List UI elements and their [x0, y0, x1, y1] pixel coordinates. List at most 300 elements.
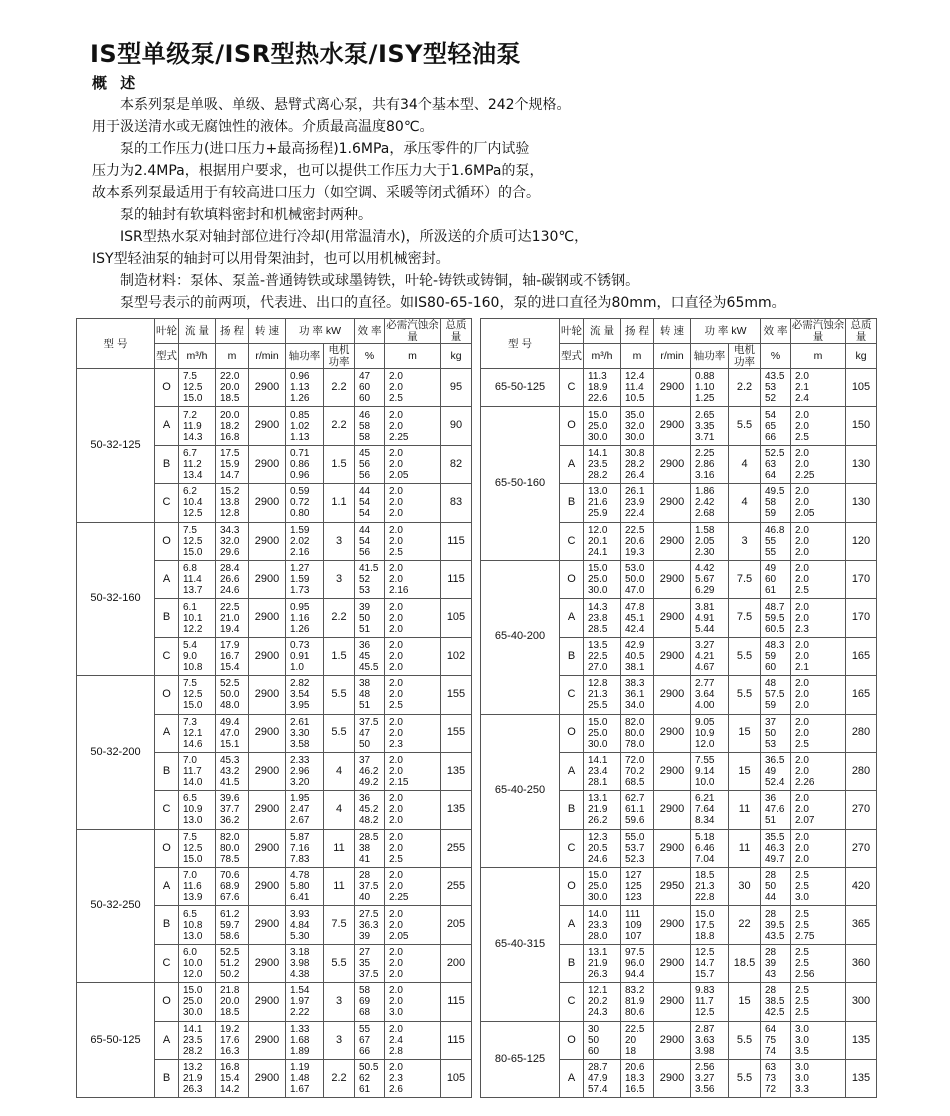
mass-cell: 102 — [441, 637, 472, 675]
shaft-power-cell-value: 2.22 — [290, 1007, 310, 1019]
speed-cell: 2900 — [654, 484, 691, 522]
head-cell-value: 30.0 — [625, 431, 645, 443]
mass-cell: 135 — [441, 791, 472, 829]
flow-cell-value: 15.0 — [183, 546, 203, 558]
col-mass: 总质量 — [441, 319, 472, 344]
shaft-power-cell-value: 2.33 — [290, 755, 310, 767]
impeller-type: B — [560, 484, 584, 522]
eff-cell-value: 35 — [359, 958, 371, 970]
head-cell-value: 48.0 — [220, 700, 240, 712]
mass-cell: 255 — [441, 868, 472, 906]
col-motor-power: 电机功率 — [324, 344, 355, 369]
head-cell — [621, 1060, 654, 1098]
npsh-cell-value: 2.0 — [795, 546, 809, 558]
head-cell-value: 22.4 — [625, 508, 645, 520]
head-cell-value: 19.3 — [625, 546, 645, 558]
npsh-cell-value: 2.0 — [389, 678, 403, 690]
flow-cell — [179, 445, 216, 483]
eff-cell-value: 40 — [359, 892, 371, 904]
impeller-type: A — [560, 752, 584, 790]
npsh-cell — [791, 560, 846, 598]
mass-cell: 82 — [441, 445, 472, 483]
npsh-cell-value: 3.0 — [795, 1073, 809, 1085]
eff-cell — [355, 868, 385, 906]
shaft-power-cell-value: 0.85 — [290, 409, 310, 421]
npsh-cell-value: 2.0 — [389, 486, 403, 498]
head-cell-value: 29.6 — [220, 546, 240, 558]
eff-cell-value: 56 — [359, 458, 371, 470]
flow-cell-value: 10.8 — [183, 919, 203, 931]
eff-cell-value: 54 — [765, 409, 777, 421]
flow-cell — [179, 369, 216, 407]
shaft-power-cell-value: 2.30 — [695, 546, 715, 558]
eff-cell-value: 59 — [765, 508, 777, 520]
mass-cell: 135 — [846, 1060, 877, 1098]
flow-cell-value: 28.7 — [588, 1062, 608, 1074]
head-cell-value: 18.5 — [220, 393, 240, 405]
eff-cell-value: 28 — [359, 870, 371, 882]
head-cell — [621, 714, 654, 752]
shaft-power-cell-value: 0.71 — [290, 447, 310, 459]
eff-cell — [761, 676, 791, 714]
head-cell-value: 30.8 — [625, 447, 645, 459]
unit-head: m — [216, 344, 249, 369]
eff-cell-value: 54 — [359, 535, 371, 547]
eff-cell — [355, 944, 385, 982]
head-cell — [216, 445, 249, 483]
motor-power-cell: 3 — [324, 1021, 355, 1059]
head-cell — [216, 522, 249, 560]
col-power: 功 率 kW — [691, 319, 761, 344]
npsh-cell — [791, 445, 846, 483]
eff-cell-value: 36.3 — [359, 919, 379, 931]
head-cell-value: 40.5 — [625, 650, 645, 662]
npsh-cell-value: 2.6 — [389, 1084, 403, 1096]
speed-cell: 2900 — [249, 752, 286, 790]
table-row — [77, 522, 472, 560]
npsh-cell — [385, 829, 441, 867]
eff-cell — [761, 1060, 791, 1098]
eff-cell — [761, 829, 791, 867]
head-cell-value: 109 — [625, 919, 642, 931]
eff-cell-value: 49.7 — [765, 853, 785, 865]
shaft-power-cell — [691, 637, 729, 675]
npsh-cell-value: 2.0 — [795, 650, 809, 662]
flow-cell — [584, 369, 621, 407]
head-cell — [621, 752, 654, 790]
impeller-type: A — [155, 868, 179, 906]
motor-power-cell: 15 — [729, 752, 761, 790]
flow-cell-value: 30.0 — [588, 892, 608, 904]
speed-cell: 2900 — [249, 599, 286, 637]
head-cell — [216, 868, 249, 906]
eff-cell-value: 54 — [359, 508, 371, 520]
eff-cell-value: 49 — [765, 563, 777, 575]
eff-cell-value: 48.2 — [359, 815, 379, 827]
shaft-power-cell-value: 10.9 — [695, 727, 715, 739]
impeller-type: A — [155, 714, 179, 752]
flow-cell-value: 23.5 — [183, 1034, 203, 1046]
eff-cell — [761, 1021, 791, 1059]
shaft-power-cell-value: 8.34 — [695, 815, 715, 827]
impeller-type: A — [155, 1021, 179, 1059]
shaft-power-cell — [286, 599, 324, 637]
flow-cell-value: 7.2 — [183, 409, 197, 421]
head-cell-value: 24.6 — [220, 585, 240, 597]
eff-cell — [355, 407, 385, 445]
flow-cell — [179, 944, 216, 982]
shaft-power-cell — [286, 791, 324, 829]
mass-cell: 155 — [441, 676, 472, 714]
shaft-power-cell-value: 2.67 — [290, 815, 310, 827]
head-cell-value: 42.4 — [625, 623, 645, 635]
flow-cell-value: 13.0 — [183, 815, 203, 827]
flow-cell — [179, 1021, 216, 1059]
head-cell — [621, 676, 654, 714]
shaft-power-cell — [286, 560, 324, 598]
shaft-power-cell — [286, 676, 324, 714]
head-cell-value: 80.0 — [220, 842, 240, 854]
eff-cell-value: 36.5 — [765, 755, 785, 767]
shaft-power-cell-value: 10.0 — [695, 777, 715, 789]
shaft-power-cell-value: 3.56 — [695, 1084, 715, 1096]
npsh-cell-value: 2.5 — [795, 1007, 809, 1019]
npsh-cell — [791, 944, 846, 982]
flow-cell-value: 26.2 — [588, 815, 608, 827]
col-npsh: 必需汽蚀余量 — [791, 319, 845, 343]
flow-cell-value: 13.4 — [183, 469, 203, 481]
shaft-power-cell-value: 1.48 — [290, 1073, 310, 1085]
shaft-power-cell-value: 2.47 — [290, 804, 310, 816]
shaft-power-cell-value: 2.65 — [695, 409, 715, 421]
flow-cell-value: 12.5 — [183, 382, 203, 394]
npsh-cell-value: 2.0 — [795, 447, 809, 459]
speed-cell: 2900 — [249, 560, 286, 598]
npsh-cell-value: 2.3 — [795, 623, 809, 635]
flow-cell-value: 60 — [588, 1045, 600, 1057]
eff-cell-value: 44 — [765, 892, 777, 904]
head-cell-value: 15.4 — [220, 661, 240, 673]
npsh-cell-value: 2.0 — [795, 371, 809, 383]
eff-cell-value: 59 — [765, 700, 777, 712]
shaft-power-cell-value: 12.0 — [695, 738, 715, 750]
shaft-power-cell-value: 17.5 — [695, 919, 715, 931]
npsh-cell-value: 2.0 — [389, 650, 403, 662]
eff-cell-value: 60 — [359, 393, 371, 405]
flow-cell-value: 7.3 — [183, 716, 197, 728]
head-cell-value: 20.6 — [625, 1062, 645, 1074]
shaft-power-cell-value: 1.97 — [290, 996, 310, 1008]
head-cell — [216, 599, 249, 637]
head-cell — [216, 1060, 249, 1098]
shaft-power-cell-value: 1.33 — [290, 1023, 310, 1035]
eff-cell-value: 44 — [359, 524, 371, 536]
flow-cell-value: 9.0 — [183, 650, 197, 662]
flow-cell-value: 21.9 — [183, 1073, 203, 1085]
head-cell-value: 72.0 — [625, 755, 645, 767]
speed-cell: 2900 — [654, 407, 691, 445]
npsh-cell-value: 2.56 — [795, 969, 815, 981]
motor-power-cell: 2.2 — [324, 599, 355, 637]
speed-cell: 2900 — [654, 599, 691, 637]
mass-cell: 115 — [441, 522, 472, 560]
shaft-power-cell-value: 7.55 — [695, 755, 715, 767]
npsh-cell-value: 2.0 — [389, 447, 403, 459]
flow-cell — [179, 676, 216, 714]
head-cell-value: 127 — [625, 870, 642, 882]
npsh-cell-value: 2.5 — [389, 700, 403, 712]
eff-cell-value: 47.6 — [765, 804, 785, 816]
model-cell: 65-40-250 — [481, 714, 560, 868]
shaft-power-cell-value: 1.16 — [290, 612, 310, 624]
shaft-power-cell-value: 5.18 — [695, 831, 715, 843]
npsh-cell — [791, 906, 846, 944]
flow-cell — [179, 752, 216, 790]
flow-cell-value: 14.0 — [588, 908, 608, 920]
motor-power-cell: 3 — [324, 560, 355, 598]
speed-cell: 2900 — [249, 983, 286, 1021]
col-motor-power: 电机功率 — [729, 344, 761, 369]
shaft-power-cell-value: 18.8 — [695, 930, 715, 942]
mass-cell: 105 — [441, 1060, 472, 1098]
flow-cell — [584, 829, 621, 867]
npsh-cell-value: 2.0 — [389, 508, 403, 520]
flow-cell-value: 24.1 — [588, 546, 608, 558]
intro-line: ISY型轻油泵的轴封可以用骨架油封，也可以用机械密封。 — [92, 251, 450, 267]
shaft-power-cell-value: 15.0 — [695, 908, 715, 920]
npsh-cell — [791, 752, 846, 790]
speed-cell: 2950 — [654, 868, 691, 906]
flow-cell-value: 21.3 — [588, 689, 608, 701]
shaft-power-cell — [691, 752, 729, 790]
mass-cell: 130 — [846, 484, 877, 522]
flow-cell-value: 7.0 — [183, 755, 197, 767]
flow-cell-value: 5.4 — [183, 639, 197, 651]
npsh-cell-value: 2.0 — [795, 574, 809, 586]
eff-cell-value: 54 — [359, 497, 371, 509]
shaft-power-cell — [286, 522, 324, 560]
npsh-cell-value: 2.0 — [389, 881, 403, 893]
unit-eff: % — [355, 344, 385, 369]
eff-cell-value: 28 — [765, 870, 777, 882]
shaft-power-cell-value: 1.58 — [695, 524, 715, 536]
flow-cell — [584, 560, 621, 598]
pump-spec-table-right — [480, 318, 877, 1098]
impeller-type: A — [560, 599, 584, 637]
flow-cell-value: 25.5 — [588, 700, 608, 712]
eff-cell — [761, 445, 791, 483]
head-cell — [621, 560, 654, 598]
flow-cell-value: 30 — [588, 1023, 600, 1035]
head-cell-value: 80.0 — [625, 727, 645, 739]
npsh-cell — [385, 1060, 441, 1098]
shaft-power-cell-value: 0.91 — [290, 650, 310, 662]
npsh-cell-value: 2.5 — [795, 870, 809, 882]
flow-cell-value: 21.6 — [588, 497, 608, 509]
shaft-power-cell-value: 3.27 — [695, 639, 715, 651]
eff-cell-value: 39 — [765, 958, 777, 970]
shaft-power-cell-value: 2.61 — [290, 716, 310, 728]
motor-power-cell: 7.5 — [729, 599, 761, 637]
unit-mass: kg — [846, 344, 877, 369]
head-cell-value: 55.0 — [625, 831, 645, 843]
head-cell-value: 15.9 — [220, 458, 240, 470]
eff-cell-value: 63 — [765, 458, 777, 470]
npsh-cell-value: 2.3 — [389, 738, 403, 750]
unit-flow: m³/h — [584, 344, 621, 369]
eff-cell-value: 27 — [359, 947, 371, 959]
head-cell-value: 58.6 — [220, 930, 240, 942]
motor-power-cell: 5.5 — [729, 407, 761, 445]
flow-cell-value: 30.0 — [183, 1007, 203, 1019]
npsh-cell — [385, 714, 441, 752]
npsh-cell-value: 2.8 — [389, 1045, 403, 1057]
head-cell — [621, 983, 654, 1021]
shaft-power-cell — [286, 829, 324, 867]
npsh-cell — [791, 637, 846, 675]
npsh-cell-value: 2.5 — [795, 958, 809, 970]
eff-cell — [761, 484, 791, 522]
motor-power-cell: 2.2 — [324, 407, 355, 445]
shaft-power-cell-value: 1.89 — [290, 1045, 310, 1057]
eff-cell-value: 52.5 — [765, 447, 785, 459]
head-cell-value: 17.6 — [220, 1034, 240, 1046]
eff-cell-value: 53 — [359, 585, 371, 597]
shaft-power-cell-value: 4.38 — [290, 969, 310, 981]
motor-power-cell: 5.5 — [729, 1021, 761, 1059]
shaft-power-cell-value: 3.16 — [695, 469, 715, 481]
eff-cell — [355, 676, 385, 714]
flow-cell — [584, 599, 621, 637]
eff-cell-value: 43.5 — [765, 930, 785, 942]
shaft-power-cell — [691, 369, 729, 407]
eff-cell-value: 58 — [359, 985, 371, 997]
intro-line: 泵型号表示的前两项，代表进、出口的直径。如IS80-65-160，泵的进口直径为80mm，口直径为65mm。 — [120, 295, 786, 311]
flow-cell-value: 25.9 — [588, 508, 608, 520]
head-cell-value: 20 — [625, 1034, 637, 1046]
shaft-power-cell-value: 3.98 — [695, 1045, 715, 1057]
motor-power-cell: 15 — [729, 983, 761, 1021]
eff-cell-value: 37 — [359, 755, 371, 767]
shaft-power-cell-value: 2.86 — [695, 458, 715, 470]
flow-cell-value: 12.5 — [183, 535, 203, 547]
npsh-cell — [791, 676, 846, 714]
shaft-power-cell-value: 1.25 — [695, 393, 715, 405]
npsh-cell-value: 2.0 — [389, 574, 403, 586]
flow-cell — [584, 906, 621, 944]
head-cell-value: 19.4 — [220, 623, 240, 635]
eff-cell-value: 38.5 — [765, 996, 785, 1008]
head-cell-value: 94.4 — [625, 969, 645, 981]
eff-cell-value: 67 — [359, 1034, 371, 1046]
motor-power-cell: 7.5 — [729, 560, 761, 598]
speed-cell: 2900 — [654, 1021, 691, 1059]
flow-cell — [179, 599, 216, 637]
mass-cell: 115 — [441, 560, 472, 598]
table-row — [481, 560, 877, 598]
col-speed: 转 速 — [654, 319, 691, 344]
flow-cell-value: 14.6 — [183, 738, 203, 750]
npsh-cell — [385, 944, 441, 982]
eff-cell-value: 43 — [765, 969, 777, 981]
npsh-cell-value: 2.0 — [389, 1023, 403, 1035]
shaft-power-cell-value: 1.67 — [290, 1084, 310, 1096]
head-cell-value: 50.0 — [625, 574, 645, 586]
unit-flow: m³/h — [179, 344, 216, 369]
eff-cell-value: 66 — [765, 431, 777, 443]
flow-cell — [584, 522, 621, 560]
eff-cell-value: 51 — [359, 623, 371, 635]
head-cell-value: 34.0 — [625, 700, 645, 712]
speed-cell: 2900 — [654, 791, 691, 829]
motor-power-cell: 4 — [324, 752, 355, 790]
shaft-power-cell-value: 5.67 — [695, 574, 715, 586]
speed-cell: 2900 — [249, 407, 286, 445]
flow-cell-value: 11.4 — [183, 574, 202, 586]
col-eff: 效 率 — [761, 319, 791, 344]
shaft-power-cell-value: 6.29 — [695, 585, 715, 597]
shaft-power-cell-value: 2.42 — [695, 497, 715, 509]
col-model: 型 号 — [77, 319, 155, 369]
head-cell-value: 23.9 — [625, 497, 645, 509]
col-flow: 流 量 — [179, 319, 216, 344]
shaft-power-cell-value: 7.64 — [695, 804, 715, 816]
motor-power-cell: 5.5 — [324, 676, 355, 714]
speed-cell: 2900 — [654, 714, 691, 752]
flow-cell-value: 12.0 — [183, 969, 203, 981]
npsh-cell-value: 2.0 — [389, 793, 403, 805]
eff-cell-value: 59 — [765, 650, 777, 662]
shaft-power-cell-value: 11.7 — [695, 996, 714, 1008]
model-cell: 50-32-125 — [77, 369, 155, 523]
shaft-power-cell-value: 0.86 — [290, 458, 310, 470]
npsh-cell — [385, 906, 441, 944]
flow-cell-value: 30.0 — [588, 738, 608, 750]
shaft-power-cell-value: 5.30 — [290, 930, 310, 942]
impeller-type: C — [155, 944, 179, 982]
eff-cell-value: 46.8 — [765, 524, 785, 536]
flow-cell-value: 25.0 — [588, 881, 608, 893]
mass-cell: 200 — [441, 944, 472, 982]
speed-cell: 2900 — [654, 1060, 691, 1098]
head-cell-value: 19.2 — [220, 1023, 240, 1035]
npsh-cell-value: 2.25 — [389, 892, 409, 904]
motor-power-cell: 3 — [324, 983, 355, 1021]
eff-cell-value: 52 — [359, 574, 371, 586]
eff-cell-value: 44 — [359, 486, 371, 498]
flow-cell-value: 15.0 — [588, 409, 608, 421]
shaft-power-cell-value: 3.95 — [290, 700, 310, 712]
eff-cell-value: 48 — [359, 689, 371, 701]
head-cell — [621, 829, 654, 867]
npsh-cell-value: 2.4 — [389, 1034, 403, 1046]
head-cell-value: 45.3 — [220, 755, 240, 767]
eff-cell-value: 59.5 — [765, 612, 785, 624]
speed-cell: 2900 — [249, 445, 286, 483]
speed-cell: 2900 — [249, 676, 286, 714]
npsh-cell-value: 2.0 — [389, 716, 403, 728]
flow-cell-value: 15.0 — [588, 870, 608, 882]
head-cell-value: 42.9 — [625, 639, 645, 651]
npsh-cell-value: 2.0 — [795, 678, 809, 690]
model-cell: 65-50-160 — [481, 407, 560, 561]
head-cell-value: 125 — [625, 881, 642, 893]
eff-cell-value: 50.5 — [359, 1062, 379, 1074]
head-cell-value: 14.7 — [220, 469, 240, 481]
eff-cell-value: 55 — [359, 1023, 371, 1035]
flow-cell-value: 25.0 — [588, 574, 608, 586]
npsh-cell-value: 2.0 — [795, 612, 809, 624]
